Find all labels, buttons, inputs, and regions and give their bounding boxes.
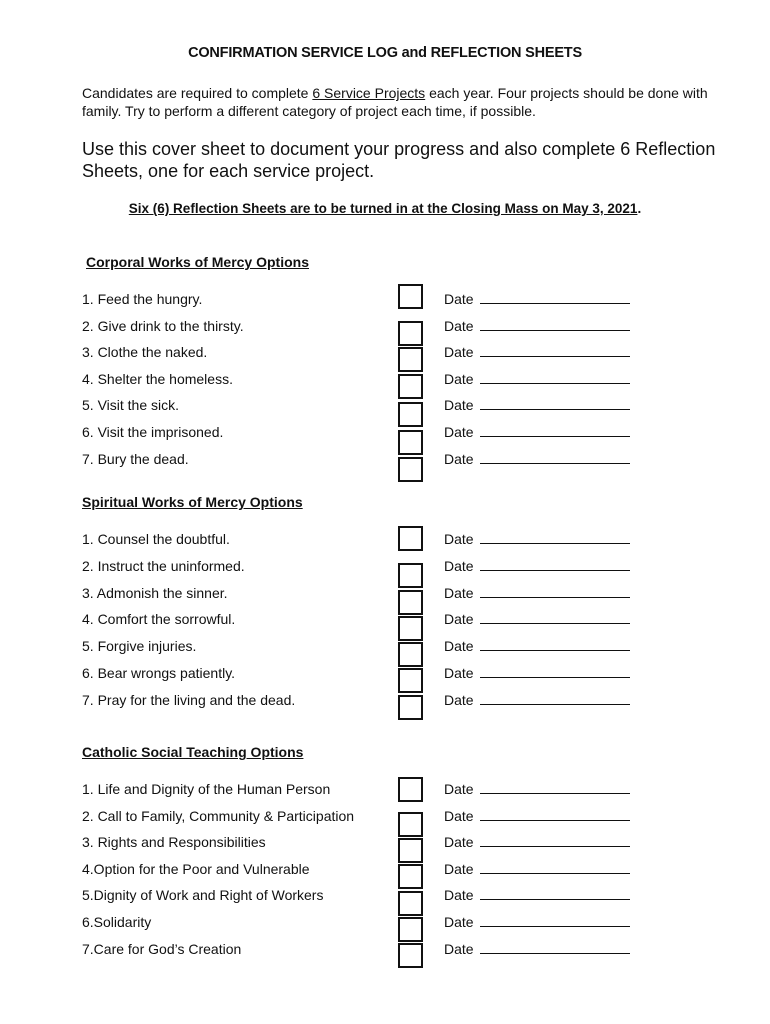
option-label: 4. Comfort the sorrowful. [82, 611, 236, 627]
date-blank-line[interactable] [480, 530, 630, 544]
date-field[interactable] [444, 450, 630, 468]
checklist-row [0, 664, 770, 684]
date-label: Date [444, 887, 474, 903]
option-label: 3. Clothe the naked. [82, 344, 208, 360]
intro-service-projects: 6 Service Projects [312, 85, 426, 101]
date-blank-line[interactable] [480, 290, 630, 304]
checklist-row [0, 940, 770, 960]
date-blank-line[interactable] [480, 664, 630, 678]
date-field[interactable] [444, 290, 630, 308]
date-field[interactable] [444, 530, 630, 548]
checklist-row [0, 557, 770, 577]
date-field[interactable] [444, 584, 630, 602]
date-label: Date [444, 808, 474, 824]
date-label: Date [444, 371, 474, 387]
completion-checkbox[interactable] [398, 695, 423, 720]
deadline-notice [0, 201, 770, 216]
completion-checkbox[interactable] [398, 284, 423, 309]
checklist-row [0, 833, 770, 853]
section-heading-spiritual: Spiritual Works of Mercy Options [82, 494, 303, 510]
date-label: Date [444, 531, 474, 547]
checklist-row [0, 637, 770, 657]
date-field[interactable] [444, 370, 630, 388]
date-field[interactable] [444, 423, 630, 441]
date-blank-line[interactable] [480, 423, 630, 437]
date-blank-line[interactable] [480, 913, 630, 927]
date-field[interactable] [444, 807, 630, 825]
date-label: Date [444, 665, 474, 681]
date-label: Date [444, 291, 474, 307]
checklist-row [0, 860, 770, 880]
option-label: 1. Feed the hungry. [82, 291, 203, 307]
date-label: Date [444, 318, 474, 334]
date-blank-line[interactable] [480, 370, 630, 384]
completion-checkbox[interactable] [398, 347, 423, 372]
option-label: 1. Counsel the doubtful. [82, 531, 230, 547]
date-blank-line[interactable] [480, 886, 630, 900]
checklist-row [0, 396, 770, 416]
option-label: 6.Solidarity [82, 914, 152, 930]
date-blank-line[interactable] [480, 940, 630, 954]
option-label: 7. Bury the dead. [82, 451, 189, 467]
date-blank-line[interactable] [480, 343, 630, 357]
completion-checkbox[interactable] [398, 777, 423, 802]
date-field[interactable] [444, 664, 630, 682]
deadline-period: . [637, 201, 642, 216]
checklist-row [0, 423, 770, 443]
option-label: 4. Shelter the homeless. [82, 371, 233, 387]
checklist-row [0, 886, 770, 906]
checklist-row [0, 290, 770, 310]
checklist-row [0, 691, 770, 711]
option-label: 2. Instruct the uninformed. [82, 558, 245, 574]
date-blank-line[interactable] [480, 637, 630, 651]
date-field[interactable] [444, 317, 630, 335]
date-label: Date [444, 834, 474, 850]
date-label: Date [444, 611, 474, 627]
date-field[interactable] [444, 886, 630, 904]
checklist-row [0, 913, 770, 933]
checklist-row [0, 780, 770, 800]
checklist-row [0, 807, 770, 827]
checklist-row [0, 370, 770, 390]
date-field[interactable] [444, 833, 630, 851]
intro-text-start: Candidates are required to complete [82, 85, 313, 101]
option-label: 6. Bear wrongs patiently. [82, 665, 236, 681]
checklist-row [0, 343, 770, 363]
deadline-text: Six (6) Reflection Sheets are to be turned in at the Closing Mass on May 3, 2021 [128, 201, 638, 216]
date-field[interactable] [444, 610, 630, 628]
date-field[interactable] [444, 780, 630, 798]
date-label: Date [444, 914, 474, 930]
date-blank-line[interactable] [480, 610, 630, 624]
date-blank-line[interactable] [480, 833, 630, 847]
date-blank-line[interactable] [480, 584, 630, 598]
date-field[interactable] [444, 557, 630, 575]
date-field[interactable] [444, 637, 630, 655]
checklist-row [0, 610, 770, 630]
option-label: 3. Rights and Responsibilities [82, 834, 266, 850]
option-label: 1. Life and Dignity of the Human Person [82, 781, 331, 797]
date-label: Date [444, 861, 474, 877]
section-heading-social-teaching: Catholic Social Teaching Options [82, 744, 304, 760]
date-field[interactable] [444, 940, 630, 958]
date-label: Date [444, 692, 474, 708]
page-title: CONFIRMATION SERVICE LOG and REFLECTION SHEETS [188, 45, 582, 61]
instruction-paragraph: Use this cover sheet to document your progress and also complete 6 Reflection Sheets, one for each service project. [82, 139, 716, 181]
date-label: Date [444, 558, 474, 574]
date-blank-line[interactable] [480, 396, 630, 410]
date-label: Date [444, 638, 474, 654]
option-label: 5.Dignity of Work and Right of Workers [82, 887, 324, 903]
checklist-row [0, 450, 770, 470]
date-blank-line[interactable] [480, 317, 630, 331]
option-label: 3. Admonish the sinner. [82, 585, 228, 601]
date-label: Date [444, 451, 474, 467]
checklist-row [0, 584, 770, 604]
date-label: Date [444, 941, 474, 957]
option-label: 2. Give drink to the thirsty. [82, 318, 244, 334]
date-label: Date [444, 344, 474, 360]
date-field[interactable] [444, 913, 630, 931]
date-field[interactable] [444, 691, 630, 709]
date-label: Date [444, 781, 474, 797]
completion-checkbox[interactable] [398, 668, 423, 693]
option-label: 5. Forgive injuries. [82, 638, 197, 654]
date-field[interactable] [444, 860, 630, 878]
checklist-row [0, 317, 770, 337]
date-blank-line[interactable] [480, 557, 630, 571]
completion-checkbox[interactable] [398, 943, 423, 968]
date-label: Date [444, 424, 474, 440]
option-label: 7.Care for God’s Creation [82, 941, 242, 957]
date-blank-line[interactable] [480, 807, 630, 821]
option-label: 6. Visit the imprisoned. [82, 424, 224, 440]
date-label: Date [444, 585, 474, 601]
date-field[interactable] [444, 396, 630, 414]
completion-checkbox[interactable] [398, 526, 423, 551]
option-label: 4.Option for the Poor and Vulnerable [82, 861, 310, 877]
date-blank-line[interactable] [480, 780, 630, 794]
intro-text-end: each year. Four projects should be done with family. Try to perform a different category of project each time, if possible. [82, 85, 708, 119]
date-blank-line[interactable] [480, 450, 630, 464]
completion-checkbox[interactable] [398, 917, 423, 942]
option-label: 2. Call to Family, Community & Participation [82, 808, 355, 824]
date-field[interactable] [444, 343, 630, 361]
date-blank-line[interactable] [480, 691, 630, 705]
intro-paragraph [82, 84, 712, 120]
date-blank-line[interactable] [480, 860, 630, 874]
checklist-row [0, 530, 770, 550]
date-label: Date [444, 397, 474, 413]
completion-checkbox[interactable] [398, 457, 423, 482]
option-label: 5. Visit the sick. [82, 397, 180, 413]
option-label: 7. Pray for the living and the dead. [82, 692, 296, 708]
section-heading-corporal: Corporal Works of Mercy Options [86, 254, 309, 270]
